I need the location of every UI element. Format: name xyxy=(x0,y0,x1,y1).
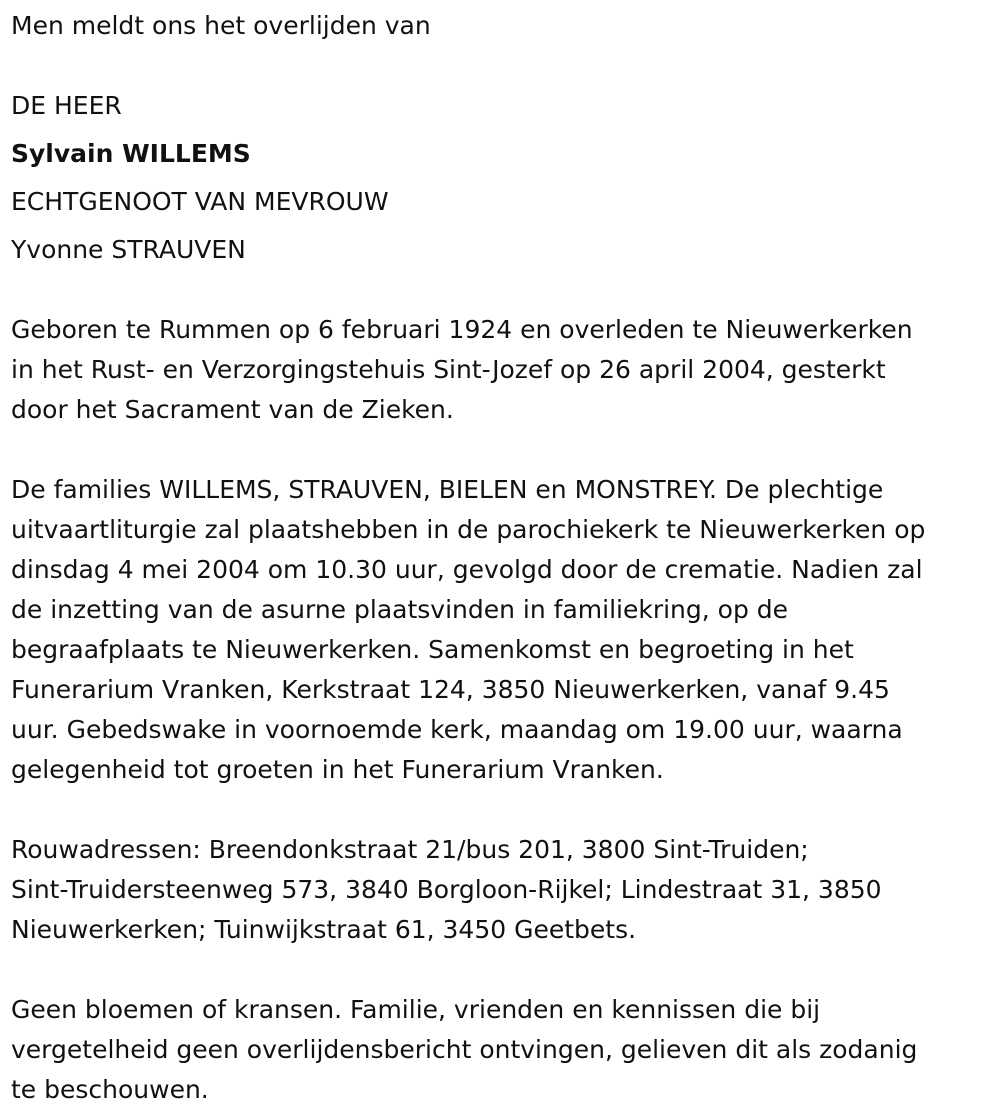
spouse-name: Yvonne STRAUVEN xyxy=(11,235,246,264)
spacer xyxy=(11,790,969,830)
paragraph-line: te beschouwen. xyxy=(11,1075,209,1104)
addresses-paragraph xyxy=(11,830,969,950)
birth-death-paragraph xyxy=(11,310,969,430)
closing-paragraph xyxy=(11,990,969,1110)
paragraph-line: Nieuwerkerken; Tuinwijkstraat 61, 3450 Geetbets. xyxy=(11,915,637,944)
intro-text: Men meldt ons het overlijden van xyxy=(11,11,431,40)
honorific-title: DE HEER xyxy=(11,91,122,120)
paragraph-line: uitvaartliturgie zal plaatshebben in de parochiekerk te Nieuwerkerken op xyxy=(11,515,926,544)
paragraph-line: Rouwadressen: Breendonkstraat 21/bus 201, 3800 Sint-Truiden; xyxy=(11,835,809,864)
paragraph-line: uur. Gebedswake in voornoemde kerk, maandag om 19.00 uur, waarna xyxy=(11,715,903,744)
paragraph-line: Geen bloemen of kransen. Familie, vrienden en kennissen die bij xyxy=(11,995,821,1024)
paragraph-line: Geboren te Rummen op 6 februari 1924 en overleden te Nieuwerkerken xyxy=(11,315,913,344)
paragraph-line: dinsdag 4 mei 2004 om 10.30 uur, gevolgd door de crematie. Nadien zal xyxy=(11,555,923,584)
paragraph-line: door het Sacrament van de Zieken. xyxy=(11,395,454,424)
paragraph-line: begraafplaats te Nieuwerkerken. Samenkomst en begroeting in het xyxy=(11,635,854,664)
spacer xyxy=(11,950,969,990)
paragraph-line: De families WILLEMS, STRAUVEN, BIELEN en MONSTREY. De plechtige xyxy=(11,475,884,504)
relation-text: ECHTGENOOT VAN MEVROUW xyxy=(11,187,389,216)
paragraph-line: de inzetting van de asurne plaatsvinden in familiekring, op de xyxy=(11,595,789,624)
spacer xyxy=(11,270,969,310)
paragraph-line: Sint-Truidersteenweg 573, 3840 Borgloon-Rijkel; Lindestraat 31, 3850 xyxy=(11,875,882,904)
deceased-name: Sylvain WILLEMS xyxy=(11,139,251,168)
ceremony-paragraph xyxy=(11,470,969,790)
paragraph-line: gelegenheid tot groeten in het Funerarium Vranken. xyxy=(11,755,664,784)
paragraph-line: in het Rust- en Verzorgingstehuis Sint-Jozef op 26 april 2004, gesterkt xyxy=(11,355,886,384)
spacer xyxy=(11,430,969,470)
paragraph-line: Funerarium Vranken, Kerkstraat 124, 3850 Nieuwerkerken, vanaf 9.45 xyxy=(11,675,890,704)
paragraph-line: vergetelheid geen overlijdensbericht ontvingen, gelieven dit als zodanig xyxy=(11,1035,918,1064)
spacer xyxy=(11,46,969,86)
